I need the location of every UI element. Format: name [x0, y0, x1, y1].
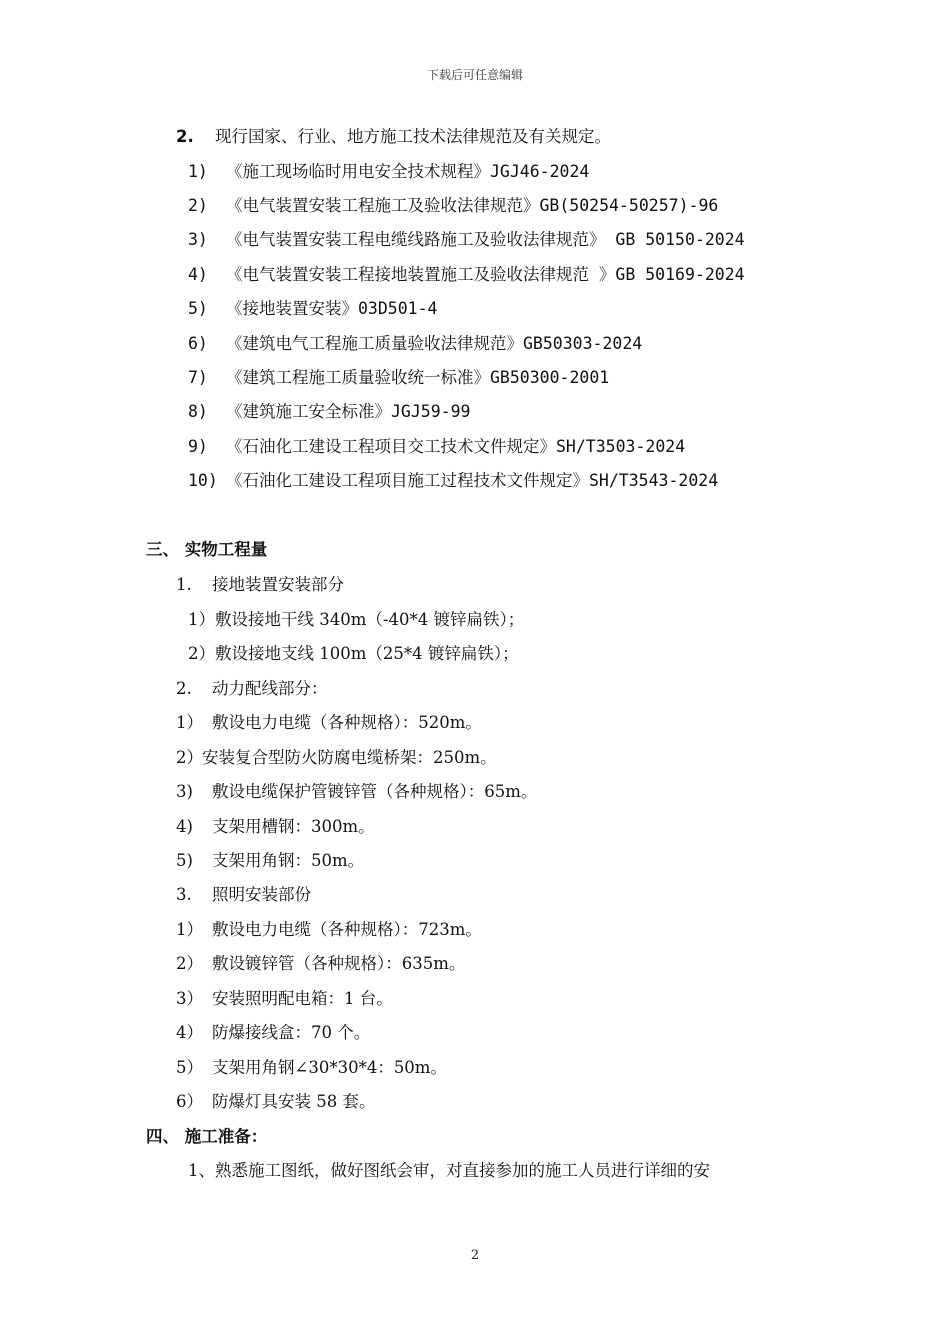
part-2-item-1	[176, 712, 482, 734]
reg-item-text: 《施工现场临时用电安全技术规程》JGJ46-2024	[226, 162, 590, 181]
reg-item-number: 5)	[188, 299, 208, 318]
reg-item-4	[188, 264, 745, 286]
part-item-number: 5)	[176, 851, 193, 870]
part-item-number: 2）	[176, 954, 203, 973]
reg-item-text: 《建筑电气工程施工质量验收法律规范》GB50303-2024	[226, 334, 643, 353]
reg-item-number: 6)	[188, 334, 208, 353]
reg-item-text: 《石油化工建设工程项目施工过程技术文件规定》SH/T3543-2024	[226, 471, 719, 490]
reg-item-9	[188, 436, 685, 458]
part-2-item-2	[176, 747, 497, 769]
section-4-title: 四、 施工准备：	[146, 1127, 268, 1146]
reg-item-number: 2)	[188, 196, 208, 215]
part-3-title: 照明安装部份	[212, 885, 311, 904]
reg-item-text: 《电气装置安装工程施工及验收法律规范》GB(50254-50257)-96	[226, 196, 719, 215]
part-item-text: 防爆灯具安装 58 套。	[212, 1092, 376, 1111]
part-item-number: 4)	[176, 817, 193, 836]
part-item-text: 防爆接线盒：70 个。	[212, 1023, 371, 1042]
reg-item-6	[188, 333, 642, 355]
part-2-item-4	[176, 816, 375, 838]
part-2-item-3	[176, 781, 537, 803]
part-1-item-1: 1）敷设接地干线 340m（-40*4 镀锌扁铁）；	[188, 610, 525, 629]
reg-item-text: 《建筑施工安全标准》JGJ59-99	[226, 402, 471, 421]
part-item-number: 3)	[176, 782, 193, 801]
section-3-title: 三、 实物工程量	[146, 540, 268, 559]
reg-item-7	[188, 367, 609, 389]
reg-item-text: 《电气装置安装工程电缆线路施工及验收法律规范》 GB 50150-2024	[226, 230, 745, 249]
part-item-number: 3）	[176, 989, 203, 1008]
reg-item-1	[188, 161, 589, 183]
reg-item-5	[188, 298, 437, 320]
reg-item-text: 《电气装置安装工程接地装置施工及验收法律规范 》GB 50169-2024	[226, 265, 745, 284]
reg-item-text: 《建筑工程施工质量验收统一标准》GB50300-2001	[226, 368, 610, 387]
reg-item-3	[188, 229, 745, 251]
part-item-text: 安装复合型防火防腐电缆桥架：250m。	[202, 748, 497, 767]
reg-item-number: 3)	[188, 230, 208, 249]
part-item-number: 2）	[176, 748, 203, 767]
part-item-number: 4）	[176, 1023, 203, 1042]
part-1-heading	[176, 574, 344, 596]
part-item-text: 敷设镀锌管（各种规格）：635m。	[212, 954, 466, 973]
reg-item-number: 8)	[188, 402, 208, 421]
part-2-heading	[176, 678, 328, 700]
part-item-text: 安装照明配电箱：1 台。	[212, 989, 393, 1008]
part-3-item-1	[176, 919, 482, 941]
reg-item-number: 9)	[188, 437, 208, 456]
section-2-number: 2.	[176, 127, 194, 146]
reg-item-8	[188, 401, 470, 423]
part-item-number: 6）	[176, 1092, 203, 1111]
part-1-title: 接地装置安装部分	[212, 575, 344, 594]
page-header: 下载后可任意编辑	[426, 68, 523, 82]
reg-item-number: 10)	[188, 471, 218, 490]
part-3-heading	[176, 884, 311, 906]
reg-item-number: 1)	[188, 162, 208, 181]
part-item-text: 支架用角钢：50m。	[212, 851, 365, 870]
part-3-item-6	[176, 1091, 376, 1113]
part-item-number: 5）	[176, 1058, 203, 1077]
part-1-number: 1.	[176, 575, 192, 594]
part-item-text: 支架用槽钢：300m。	[212, 817, 375, 836]
reg-item-number: 7)	[188, 368, 208, 387]
section-2-heading	[176, 126, 611, 148]
reg-item-text: 《石油化工建设工程项目交工技术文件规定》SH/T3503-2024	[226, 437, 686, 456]
section-2-title: 现行国家、行业、地方施工技术法律规范及有关规定。	[215, 127, 611, 146]
section-4-paragraph: 1、熟悉施工图纸，做好图纸会审，对直接参加的施工人员进行详细的安	[188, 1161, 710, 1180]
part-2-number: 2.	[176, 679, 192, 698]
part-3-item-3	[176, 988, 393, 1010]
part-3-item-2	[176, 953, 465, 975]
reg-item-text: 《接地装置安装》03D501-4	[226, 299, 438, 318]
part-2-title: 动力配线部分：	[212, 679, 328, 698]
part-item-number: 1）	[176, 920, 203, 939]
part-item-text: 敷设电力电缆（各种规格）：520m。	[212, 713, 482, 732]
part-2-item-5	[176, 850, 364, 872]
part-item-text: 敷设电力电缆（各种规格）：723m。	[212, 920, 482, 939]
reg-item-2	[188, 195, 718, 217]
part-3-item-5	[176, 1057, 447, 1079]
reg-item-number: 4)	[188, 265, 208, 284]
part-item-number: 1）	[176, 713, 203, 732]
part-3-number: 3.	[176, 885, 192, 904]
part-1-item-2: 2）敷设接地支线 100m（25*4 镀锌扁铁）；	[188, 644, 519, 663]
part-3-item-4	[176, 1022, 370, 1044]
part-item-text: 支架用角钢∠30*30*4：50m。	[212, 1058, 447, 1077]
part-item-text: 敷设电缆保护管镀锌管（各种规格）：65m。	[212, 782, 538, 801]
page-number: 2	[470, 1248, 480, 1263]
reg-item-10	[188, 470, 718, 492]
